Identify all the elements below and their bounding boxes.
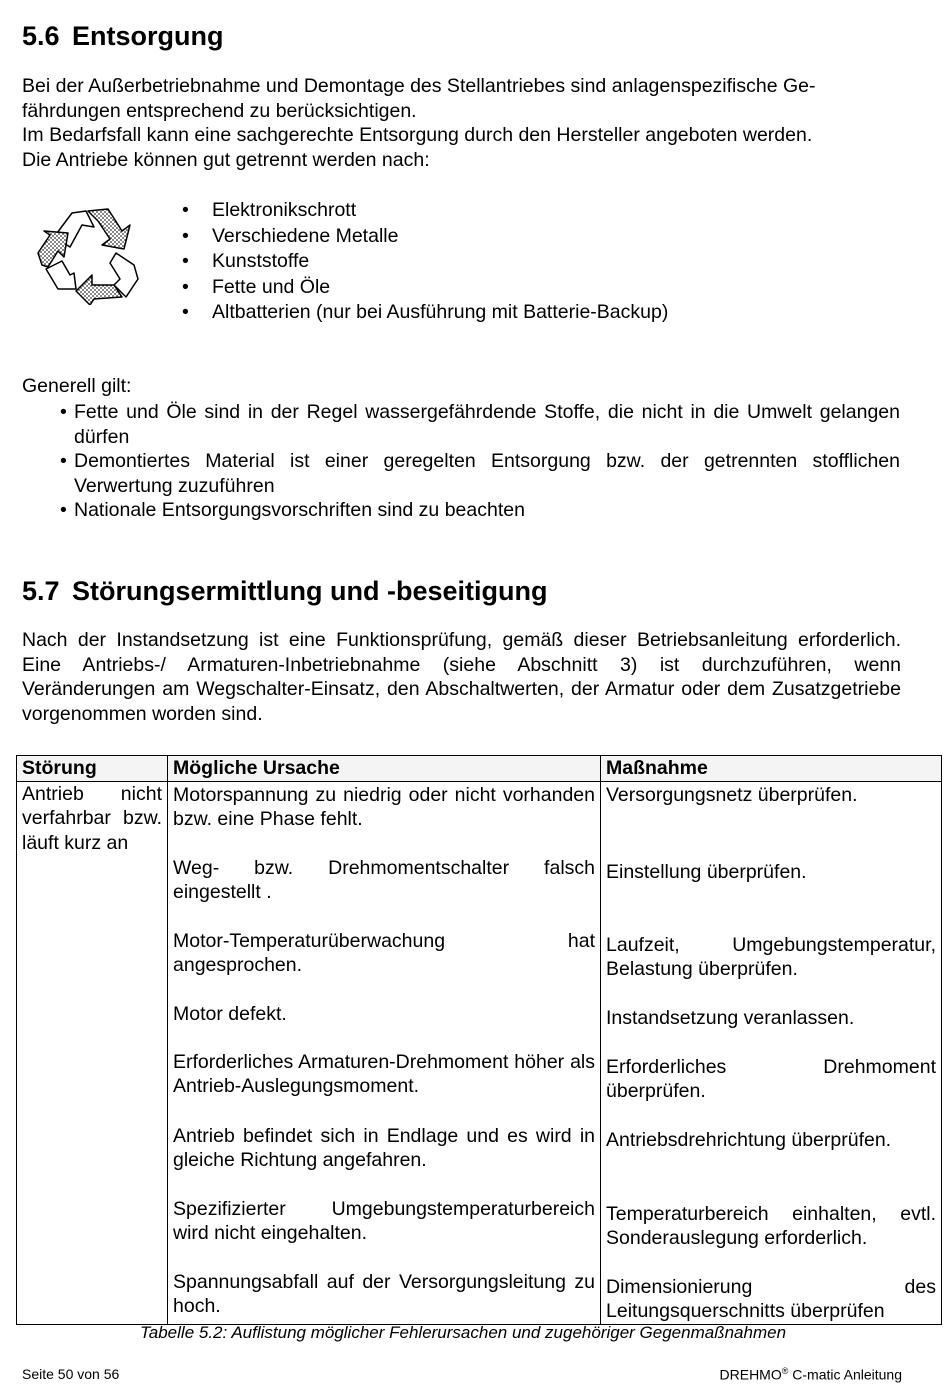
measure-item: Instandsetzung veranlassen.: [606, 1006, 855, 1029]
table-header-row: [17, 756, 942, 782]
intro-line: Im Bedarfsfall kann eine sachgerechte Entsorgung durch den Hersteller angeboten werden.: [22, 124, 813, 146]
section-number: 5.7: [22, 576, 60, 606]
page-number: Seite 50 von 56: [22, 1366, 120, 1382]
disposal-intro: [22, 74, 912, 172]
measure-item: Dimensionierung des Leitungsquerschnitts überprüfen: [606, 1275, 936, 1322]
fault-text: Antrieb nicht verfahrbar bzw. läuft kurz an: [22, 782, 162, 854]
measure-item: Versorgungsnetz überprüfen.: [606, 783, 858, 806]
measure-item: Laufzeit, Umgebungstemperatur, Belastung überprüfen.: [606, 933, 936, 980]
cause-item: Erforderliches Armaturen-Drehmoment höher als Antrieb-Auslegungsmoment.: [173, 1050, 595, 1097]
recycling-icon: [34, 205, 142, 305]
list-item: • Kunststoffe: [182, 249, 668, 275]
cause-item: Motorspannung zu niedrig oder nicht vorhanden bzw. eine Phase fehlt.: [173, 783, 595, 830]
general-rules-list: [60, 400, 900, 523]
cause-item: Motor-Temperaturüberwachung hat angesprochen.: [173, 929, 595, 976]
list-item: • Verschiedene Metalle: [182, 224, 668, 250]
cause-item: Motor defekt.: [173, 1002, 287, 1025]
measure-item: Erforderliches Drehmoment überprüfen.: [606, 1055, 936, 1102]
document-suffix: C-matic Anleitung: [788, 1366, 902, 1383]
section-heading-entsorgung: [22, 20, 223, 52]
column-header-fault: Störung: [17, 756, 168, 782]
column-header-cause: Mögliche Ursache: [168, 756, 601, 782]
cause-cell: [168, 781, 601, 1324]
measure-item: Antriebsdrehrichtung überprüfen.: [606, 1128, 892, 1151]
fault-table: [16, 755, 942, 1325]
list-item: • Nationale Entsorgungsvorschriften sind zu beachten: [60, 498, 900, 523]
material-list: [182, 198, 668, 326]
section-number: 5.6: [22, 21, 60, 51]
troubleshooting-paragraph: Nach der Instandsetzung ist eine Funktionsprüfung, gemäß dieser Betriebsanleitung erforderlich. Eine Antriebs-/ Armaturen-Inbetriebnahme (siehe Abschnitt 3) ist durchzuführen, wenn Veränderungen am Wegschalter-Einsatz, den Abschaltwerten, der Armatur oder dem Zusatzgetriebe vorgenommen worden sind.: [22, 629, 901, 725]
section-title: Entsorgung: [72, 21, 224, 51]
intro-line: Die Antriebe können gut getrennt werden nach:: [22, 148, 430, 171]
measure-cell: [601, 781, 942, 1324]
table-row: [17, 781, 942, 1324]
list-item: • Fette und Öle: [182, 275, 668, 301]
section-heading-troubleshooting: [22, 575, 547, 607]
list-item: • Fette und Öle sind in der Regel wassergefährdende Stoffe, die nicht in die Umwelt gelangen dürfen: [60, 400, 900, 449]
brand-name: DREHMO: [719, 1366, 782, 1383]
table-caption: Tabelle 5.2: Auflistung möglicher Fehlerursachen und zugehöriger Gegenmaßnahmen: [139, 1323, 787, 1342]
cause-item: Spannungsabfall auf der Versorgungsleitung zu hoch.: [173, 1270, 595, 1317]
fault-cell: [17, 781, 168, 1324]
intro-line: fährdungen entsprechend zu berücksichtigen.: [22, 99, 417, 122]
cause-item: Spezifizierter Umgebungstemperaturbereich wird nicht eingehalten.: [173, 1197, 595, 1244]
general-label: Generell gilt:: [22, 375, 132, 397]
intro-line: Bei der Außerbetriebnahme und Demontage des Stellantriebes sind anlagenspezifische Ge-: [22, 75, 816, 97]
cause-item: Weg- bzw. Drehmomentschalter falsch eingestellt .: [173, 856, 595, 903]
list-item: • Altbatterien (nur bei Ausführung mit Batterie-Backup): [182, 300, 668, 326]
measure-item: Einstellung überprüfen.: [606, 860, 807, 883]
list-item: • Demontiertes Material ist einer geregelten Entsorgung bzw. der getrennten stofflichen Verwertung zuzuführen: [60, 449, 900, 498]
document-name: [720, 1366, 902, 1383]
section-title: Störungsermittlung und -beseitigung: [72, 576, 548, 606]
registered-mark: ®: [781, 1366, 789, 1376]
list-item: • Elektronikschrott: [182, 198, 668, 224]
column-header-measure: Maßnahme: [601, 756, 942, 782]
measure-item: Temperaturbereich einhalten, evtl. Sonderauslegung erforderlich.: [606, 1202, 936, 1249]
cause-item: Antrieb befindet sich in Endlage und es wird in gleiche Richtung angefahren.: [173, 1124, 595, 1171]
